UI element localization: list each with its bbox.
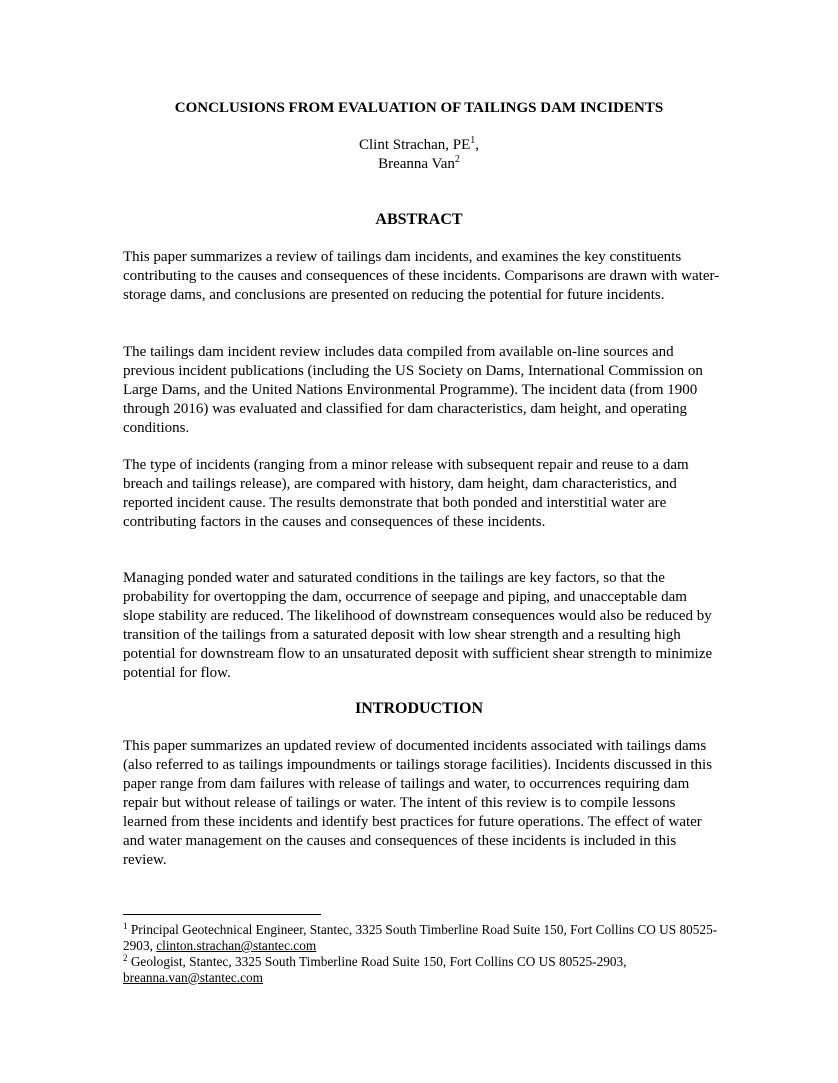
footnote-2 <box>123 954 721 986</box>
author-block <box>0 136 838 174</box>
author-name: Clint Strachan, PE <box>359 137 471 153</box>
introduction-paragraph: This paper summarizes an updated review of documented incidents associated with tailings dams (also referred to as tailings impoundments or tailings storage facilities). Incidents discussed in this paper range from dam failures with release of tailings and water, to occurrences requiring dam repair but without release of tailings or water. The intent of this review is to compile lessons learned from these incidents and identify best practices for future operations. The effect of water and water management on the causes and consequences of these incidents is included in this review. <box>123 738 713 868</box>
abstract-paragraph: The type of incidents (ranging from a minor release with subsequent repair and reuse to a dam breach and tailings release), are compared with history, dam height, dam characteristics, and reported incident cause. The results demonstrate that both ponded and interstitial water are contributing factors in the causes and consequences of these incidents. <box>123 457 689 530</box>
author-footnote-mark: 1 <box>470 135 476 146</box>
abstract-paragraph: Managing ponded water and saturated conditions in the tailings are key factors, so that the probability for overtopping the dam, occurrence of seepage and piping, and unacceptable dam slope stability are reduced. The likelihood of downstream consequences would also be reduced by transition of the tailings from a saturated deposit with low shear strength and a resulting high potential for downstream flow to an unsaturated deposit with sufficient shear strength to minimize potential for flow. <box>123 570 713 681</box>
author-separator: , <box>475 137 479 153</box>
footnote-text: Geologist, Stantec, 3325 South Timberline Road Suite 150, Fort Collins CO US 80525-2903, <box>130 954 627 969</box>
footnote-mark: 1 <box>123 921 128 931</box>
paper-title: CONCLUSIONS FROM EVALUATION OF TAILINGS DAM INCIDENTS <box>174 100 664 116</box>
footnote-mark: 2 <box>123 953 128 963</box>
author-1 <box>0 136 838 155</box>
abstract-paragraph: The tailings dam incident review includes data compiled from available on-line sources and previous incident publications (including the US Society on Dams, International Commission on Large Dams, and the United Nations Environmental Programme). The incident data (from 1900 through 2016) was evaluated and classified for dam characteristics, dam height, and operating conditions. <box>123 344 703 436</box>
footnote-1 <box>123 922 721 954</box>
footnote-text: Principal Geotechnical Engineer, Stantec, 3325 South Timberline Road Suite 150, Fort Collins CO US 80525-2903, <box>123 922 718 953</box>
author-2 <box>0 155 838 174</box>
author-name: Breanna Van <box>378 156 455 172</box>
email-link[interactable]: breanna.van@stantec.com <box>123 970 263 985</box>
abstract-heading: ABSTRACT <box>375 211 463 228</box>
introduction-heading: INTRODUCTION <box>354 700 483 717</box>
abstract-paragraph: This paper summarizes a review of tailings dam incidents, and examines the key constituents contributing to the causes and consequences of these incidents. Comparisons are drawn with water-storage dams, and conclusions are presented on reducing the potential for future incidents. <box>123 249 720 303</box>
author-footnote-mark: 2 <box>454 154 460 165</box>
email-link[interactable]: clinton.strachan@stantec.com <box>156 938 317 953</box>
footnote-divider <box>123 914 321 915</box>
